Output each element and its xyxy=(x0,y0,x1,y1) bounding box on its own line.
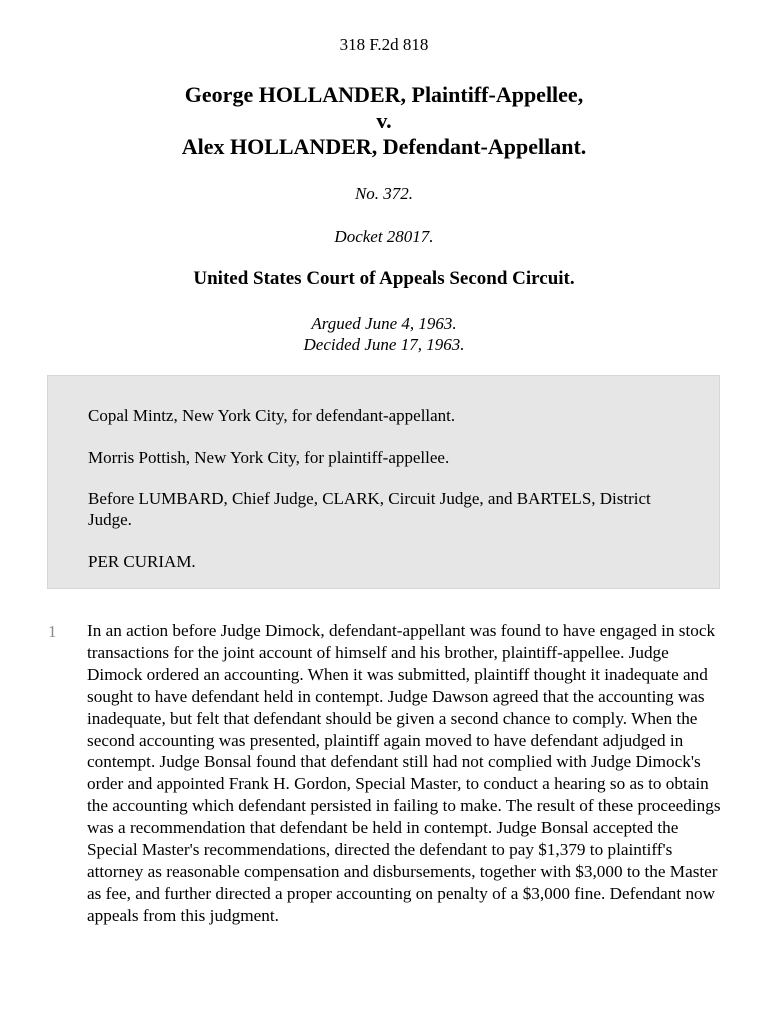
court-name: United States Court of Appeals Second Circuit. xyxy=(193,268,575,289)
decided-date: Decided June 17, 1963. xyxy=(303,335,465,354)
appellee-counsel: Morris Pottish, New York City, for plaintiff-appellee. xyxy=(88,448,450,467)
case-citation: 318 F.2d 818 xyxy=(339,35,429,54)
caption-defendant: Alex HOLLANDER, Defendant-Appellant. xyxy=(181,134,587,159)
case-caption xyxy=(0,82,768,160)
appellant-counsel: Copal Mintz, New York City, for defendant-appellant. xyxy=(88,406,456,425)
case-number: No. 372. xyxy=(354,184,414,203)
per-curiam-label: PER CURIAM. xyxy=(88,552,196,571)
opinion-paragraph: In an action before Judge Dimock, defendant-appellant was found to have engaged in stock transactions for the joint account of himself and his brother, plaintiff-appellee. Judge Dimock ordered an accounting. When it was submitted, plaintiff thought it inadequate and sought to have defendant held in contempt. Judge Dawson agreed that the accounting was inadequate, but felt that defendant should be given a second chance to comply. When the second accounting was presented, plaintiff again moved to have defendant adjudged in contempt. Judge Bonsal found that defendant still had not complied with Judge Dimock's order and appointed Frank H. Gordon, Special Master, to conduct a hearing so as to obtain the accounting which defendant persisted in failing to make. The result of these proceedings was a recommendation that defendant be held in contempt. Judge Bonsal accepted the Special Master's recommendations, directed the defendant to pay $1,379 to plaintiff's attorney as reasonable compensation and disbursements, together with $3,000 to the Master as fee, and further directed a proper accounting on penalty of a $3,000 fine. Defendant now appeals from this judgment. xyxy=(87,621,721,925)
docket-number: Docket 28017. xyxy=(334,227,434,246)
judicial-panel: Before LUMBARD, Chief Judge, CLARK, Circuit Judge, and BARTELS, District Judge. xyxy=(88,489,651,529)
argued-date: Argued June 4, 1963. xyxy=(311,314,457,333)
case-dates xyxy=(0,313,768,355)
caption-versus: v. xyxy=(376,108,392,133)
caption-plaintiff: George HOLLANDER, Plaintiff-Appellee, xyxy=(184,82,584,107)
counsel-panel xyxy=(47,375,720,589)
paragraph-number: 1 xyxy=(48,622,57,641)
